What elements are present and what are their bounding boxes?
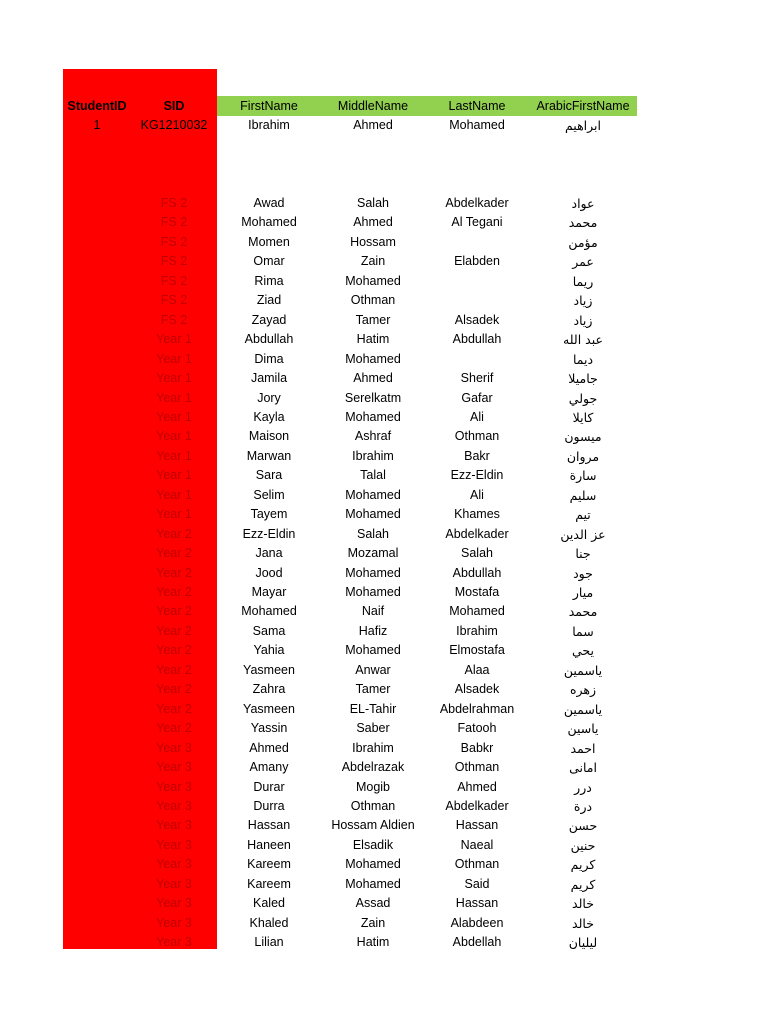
cell-sid: FS 2	[160, 234, 188, 249]
cell-last-name: Sherif	[460, 371, 494, 386]
cell-first-name: Mayar	[251, 585, 287, 599]
cell-sid: Year 2	[156, 701, 192, 716]
cell-arabic-first-name: تيم	[575, 507, 591, 523]
cell-middle-name: Salah	[357, 526, 389, 541]
cell-middle-name: Hossam	[350, 234, 396, 249]
cell-arabic-first-name: حسن	[568, 818, 598, 834]
cell-middle-name: Hossam Aldien	[331, 818, 415, 833]
cell-first-name: Sara	[255, 468, 283, 483]
cell-arabic-first-name: ياسمين	[563, 701, 603, 717]
cell-arabic-first-name: ياسمين	[563, 662, 603, 678]
cell-first-name: Maison	[248, 429, 290, 444]
cell-arabic-first-name: محمد	[568, 604, 598, 620]
cell-sid: FS 2	[160, 254, 188, 269]
cell-last-name: Salah	[461, 546, 493, 561]
cell-arabic-first-name: جنا	[575, 546, 591, 562]
table-row	[63, 505, 637, 524]
cell-middle-name: Ibrahim	[352, 448, 394, 463]
cell-middle-name: Hatim	[356, 935, 390, 950]
table-row	[63, 447, 637, 466]
cell-arabic-first-name: خالد	[572, 915, 594, 931]
cell-middle-name: Ibrahim	[352, 740, 394, 755]
cell-last-name: Ali	[470, 487, 484, 502]
cell-sid: Year 1	[156, 332, 192, 347]
cell-middle-name: Hafiz	[358, 623, 388, 638]
cell-first-name: Sama	[252, 623, 286, 638]
cell-first-name: Ezz-Eldin	[242, 526, 296, 541]
cell-arabic-first-name: امانى	[569, 760, 597, 776]
table-row	[63, 700, 637, 719]
table-row	[63, 252, 637, 271]
cell-middle-name: Othman	[350, 798, 396, 813]
cell-middle-name: Mohamed	[345, 857, 401, 872]
cell-last-name: Ibrahim	[456, 623, 498, 638]
cell-middle-name: EL-Tahir	[349, 701, 397, 716]
cell-arabic-first-name: كايلا	[572, 409, 594, 425]
cell-last-name: Mohamed	[449, 118, 505, 132]
cell-first-name: Omar	[253, 254, 285, 269]
cell-sid: Year 3	[156, 818, 192, 833]
cell-middle-name: Mozamal	[347, 546, 399, 561]
table-row	[63, 311, 637, 330]
cell-first-name: Jamila	[250, 371, 288, 386]
cell-sid: FS 2	[160, 196, 188, 210]
cell-last-name: Bakr	[464, 448, 490, 463]
cell-last-name: Abdelkader	[445, 526, 509, 541]
cell-sid: Year 2	[156, 721, 192, 736]
table-row	[63, 914, 637, 933]
cell-last-name: Abdellah	[452, 935, 502, 950]
cell-first-name: Zahra	[252, 682, 286, 697]
cell-last-name: Alsadek	[454, 682, 500, 697]
cell-sid: Year 1	[156, 409, 192, 424]
cell-last-name: Khames	[454, 507, 500, 522]
cell-arabic-first-name: حنين	[570, 837, 596, 853]
table-row	[63, 194, 637, 213]
cell-first-name: Zayad	[251, 312, 287, 327]
cell-sid: Year 2	[156, 526, 192, 541]
cell-last-name: Othman	[454, 429, 500, 444]
cell-arabic-first-name: جولي	[568, 390, 598, 406]
cell-middle-name: Ahmed	[353, 118, 393, 132]
cell-middle-name: Mohamed	[345, 487, 401, 502]
cell-middle-name: Ahmed	[353, 371, 393, 386]
cell-first-name: Abdullah	[244, 332, 294, 347]
cell-sid: Year 2	[156, 643, 192, 658]
cell-middle-name: Mohamed	[345, 585, 401, 599]
table-row	[63, 525, 637, 544]
cell-last-name: Mostafa	[454, 585, 500, 599]
cell-sid: Year 2	[156, 662, 192, 677]
cell-sid: Year 2	[156, 623, 192, 638]
table-row	[63, 875, 637, 894]
table-row	[63, 272, 637, 291]
cell-sid: Year 3	[156, 760, 192, 775]
cell-sid: Year 1	[156, 429, 192, 444]
cell-first-name: Khaled	[249, 915, 289, 930]
cell-middle-name: Talal	[360, 468, 386, 483]
cell-middle-name: Mohamed	[345, 876, 401, 891]
cell-sid: Year 1	[156, 487, 192, 502]
cell-first-name: Durar	[253, 779, 285, 794]
table-row	[63, 564, 637, 583]
table-row	[63, 778, 637, 797]
cell-last-name: Othman	[454, 760, 500, 775]
cell-sid: Year 3	[156, 896, 192, 911]
cell-last-name: Ahmed	[457, 779, 497, 794]
cell-last-name: Elmostafa	[449, 643, 505, 658]
cell-arabic-first-name: كريم	[570, 876, 596, 892]
cell-middle-name: Mohamed	[345, 273, 401, 288]
cell-arabic-first-name: ميار	[572, 585, 594, 600]
cell-arabic-first-name: درر	[574, 779, 592, 795]
table-row	[63, 816, 637, 835]
cell-middle-name: Elsadik	[352, 837, 394, 852]
cell-arabic-first-name: ياسين	[567, 721, 599, 737]
cell-first-name: Hassan	[247, 818, 291, 833]
cell-middle-name: Mohamed	[345, 565, 401, 580]
cell-last-name: Abdullah	[452, 565, 502, 580]
cell-middle-name: Saber	[356, 721, 390, 736]
table-row	[63, 427, 637, 446]
cell-first-name: Ahmed	[249, 740, 289, 755]
table-row	[63, 894, 637, 913]
header-last-name: LastName	[448, 99, 506, 113]
table-row	[63, 389, 637, 408]
cell-first-name: Tayem	[250, 507, 288, 522]
cell-middle-name: Abdelrazak	[341, 760, 405, 775]
cell-first-name: Kaled	[253, 896, 285, 911]
table-row	[63, 661, 637, 680]
cell-arabic-first-name: ديما	[572, 351, 594, 367]
cell-arabic-first-name: زهره	[569, 682, 597, 698]
cell-last-name: Naeal	[460, 837, 494, 852]
cell-last-name: Al Tegani	[451, 215, 503, 230]
table-row	[63, 836, 637, 855]
header-student-id: StudentID	[67, 99, 127, 113]
cell-sid: FS 2	[160, 273, 188, 288]
cell-last-name: Ezz-Eldin	[450, 468, 504, 483]
cell-last-name: Ali	[470, 409, 484, 424]
cell-arabic-first-name: زياد	[573, 293, 593, 309]
cell-last-name: Hassan	[455, 818, 499, 833]
cell-sid: Year 3	[156, 837, 192, 852]
cell-middle-name: Ashraf	[354, 429, 392, 444]
cell-first-name: Mohamed	[241, 215, 297, 230]
cell-arabic-first-name: كريم	[570, 857, 596, 873]
cell-last-name: Alabdeen	[450, 915, 504, 930]
cell-sid: Year 2	[156, 546, 192, 561]
table-row	[63, 291, 637, 310]
cell-arabic-first-name: ليليان	[568, 935, 598, 951]
cell-first-name: Marwan	[246, 448, 292, 463]
cell-last-name: Alsadek	[454, 312, 500, 327]
cell-first-name: Dima	[254, 351, 284, 366]
cell-arabic-first-name: عبد الله	[563, 332, 603, 348]
cell-arabic-first-name: عواد	[571, 196, 595, 211]
cell-last-name: Abdullah	[452, 332, 502, 347]
cell-sid: Year 1	[156, 390, 192, 405]
cell-middle-name: Mogib	[355, 779, 391, 794]
cell-middle-name: Anwar	[355, 662, 391, 677]
cell-first-name: Kareem	[247, 857, 291, 872]
cell-arabic-first-name: سارة	[569, 468, 597, 484]
cell-first-name: Kareem	[247, 876, 291, 891]
table-row	[63, 933, 637, 952]
cell-sid: Year 3	[156, 876, 192, 891]
cell-sid: FS 2	[160, 293, 188, 308]
table-row	[63, 233, 637, 252]
cell-sid: Year 2	[156, 585, 192, 599]
table-row	[63, 544, 637, 563]
cell-first-name: Yasmeen	[243, 662, 295, 677]
cell-last-name: Othman	[454, 857, 500, 872]
cell-last-name: Abdelkader	[445, 798, 509, 813]
cell-sid: Year 3	[156, 798, 192, 813]
cell-first-name: Awad	[253, 196, 285, 210]
cell-middle-name: Tamer	[355, 682, 391, 697]
header-middle-name: MiddleName	[337, 99, 409, 113]
cell-arabic-first-name: ميسون	[564, 429, 602, 445]
cell-first-name: Yassin	[250, 721, 288, 736]
table-header	[63, 96, 637, 116]
table-row	[63, 350, 637, 369]
cell-middle-name: Tamer	[355, 312, 391, 327]
cell-sid: Year 3	[156, 857, 192, 872]
cell-first-name: Yahia	[253, 643, 285, 658]
cell-last-name: Elabden	[454, 254, 500, 269]
cell-first-name: Jana	[255, 546, 283, 561]
cell-arabic-first-name: سما	[572, 623, 594, 639]
cell-arabic-first-name: عمر	[572, 254, 594, 270]
table-row	[63, 680, 637, 699]
cell-first-name: Rima	[254, 273, 284, 288]
cell-middle-name: Zain	[360, 915, 386, 930]
cell-arabic-first-name: خالد	[572, 896, 594, 912]
cell-middle-name: Assad	[355, 896, 391, 911]
cell-first-name: Jood	[255, 565, 283, 580]
cell-arabic-first-name: درة	[573, 798, 593, 814]
header-first-name: FirstName	[240, 99, 298, 113]
cell-sid: Year 3	[156, 779, 192, 794]
cell-student-id: 1	[93, 118, 101, 132]
cell-sid: Year 2	[156, 682, 192, 697]
cell-arabic-first-name: ابراهيم	[564, 118, 601, 133]
cell-middle-name: Mohamed	[345, 643, 401, 658]
cell-middle-name: Naif	[361, 604, 385, 619]
table-row	[63, 641, 637, 660]
cell-sid: KG1210032	[140, 118, 208, 132]
cell-last-name: Fatooh	[457, 721, 497, 736]
header-sid: SID	[163, 99, 185, 113]
cell-first-name: Selim	[253, 487, 285, 502]
table-row	[63, 408, 637, 427]
table-row	[63, 466, 637, 485]
cell-arabic-first-name: عز الدين	[560, 526, 606, 542]
cell-middle-name: Salah	[357, 196, 389, 210]
cell-sid: FS 2	[160, 312, 188, 327]
cell-arabic-first-name: يحي	[572, 643, 594, 659]
cell-middle-name: Hatim	[356, 332, 390, 347]
cell-sid: Year 2	[156, 604, 192, 619]
cell-sid: Year 2	[156, 565, 192, 580]
cell-sid: FS 2	[160, 215, 188, 230]
cell-middle-name: Zain	[360, 254, 386, 269]
cell-sid: Year 3	[156, 740, 192, 755]
table-row	[63, 330, 637, 349]
table-row	[63, 369, 637, 388]
cell-sid: Year 1	[156, 371, 192, 386]
cell-last-name: Gafar	[461, 390, 493, 405]
table-row	[63, 213, 637, 232]
cell-arabic-first-name: احمد	[570, 740, 596, 756]
table-row	[63, 486, 637, 505]
cell-sid: Year 1	[156, 468, 192, 483]
table-row	[63, 758, 637, 777]
cell-last-name: Babkr	[460, 740, 494, 755]
cell-last-name: Alaa	[464, 662, 490, 677]
table-row	[63, 583, 637, 602]
cell-arabic-first-name: مروان	[566, 448, 600, 464]
table-row	[63, 602, 637, 621]
cell-last-name: Hassan	[455, 896, 499, 911]
cell-middle-name: Mohamed	[345, 409, 401, 424]
cell-arabic-first-name: زياد	[573, 312, 593, 328]
cell-first-name: Lilian	[254, 935, 284, 950]
cell-middle-name: Mohamed	[345, 507, 401, 522]
cell-last-name: Mohamed	[449, 604, 505, 619]
table-row-first	[63, 116, 637, 135]
cell-last-name: Abdelrahman	[439, 701, 515, 716]
cell-first-name: Kayla	[253, 409, 285, 424]
cell-first-name: Amany	[249, 760, 289, 775]
table-row	[63, 797, 637, 816]
cell-sid: Year 3	[156, 935, 192, 950]
cell-first-name: Ibrahim	[248, 118, 290, 132]
cell-first-name: Momen	[248, 234, 290, 249]
cell-arabic-first-name: ريما	[572, 273, 594, 289]
cell-first-name: Ziad	[256, 293, 282, 308]
cell-first-name: Haneen	[247, 837, 291, 852]
cell-sid: Year 3	[156, 915, 192, 930]
cell-first-name: Durra	[253, 798, 285, 813]
cell-arabic-first-name: جود	[573, 565, 593, 581]
header-arabic-first-name: ArabicFirstName	[536, 99, 630, 113]
cell-last-name: Said	[464, 876, 490, 891]
table-row	[63, 855, 637, 874]
cell-middle-name: Mohamed	[345, 351, 401, 366]
cell-arabic-first-name: مؤمن	[568, 234, 598, 250]
cell-first-name: Yasmeen	[243, 701, 295, 716]
table-row	[63, 739, 637, 758]
cell-middle-name: Serelkatm	[344, 390, 402, 405]
table-row	[63, 622, 637, 641]
cell-first-name: Mohamed	[241, 604, 297, 619]
table-row	[63, 719, 637, 738]
cell-last-name: Abdelkader	[445, 196, 509, 210]
cell-first-name: Jory	[257, 390, 281, 405]
cell-arabic-first-name: جاميلا	[568, 371, 598, 387]
cell-arabic-first-name: سليم	[569, 487, 597, 503]
cell-arabic-first-name: محمد	[568, 215, 598, 231]
cell-middle-name: Othman	[350, 293, 396, 308]
cell-sid: Year 1	[156, 448, 192, 463]
cell-sid: Year 1	[156, 351, 192, 366]
cell-middle-name: Ahmed	[353, 215, 393, 230]
cell-sid: Year 1	[156, 507, 192, 522]
